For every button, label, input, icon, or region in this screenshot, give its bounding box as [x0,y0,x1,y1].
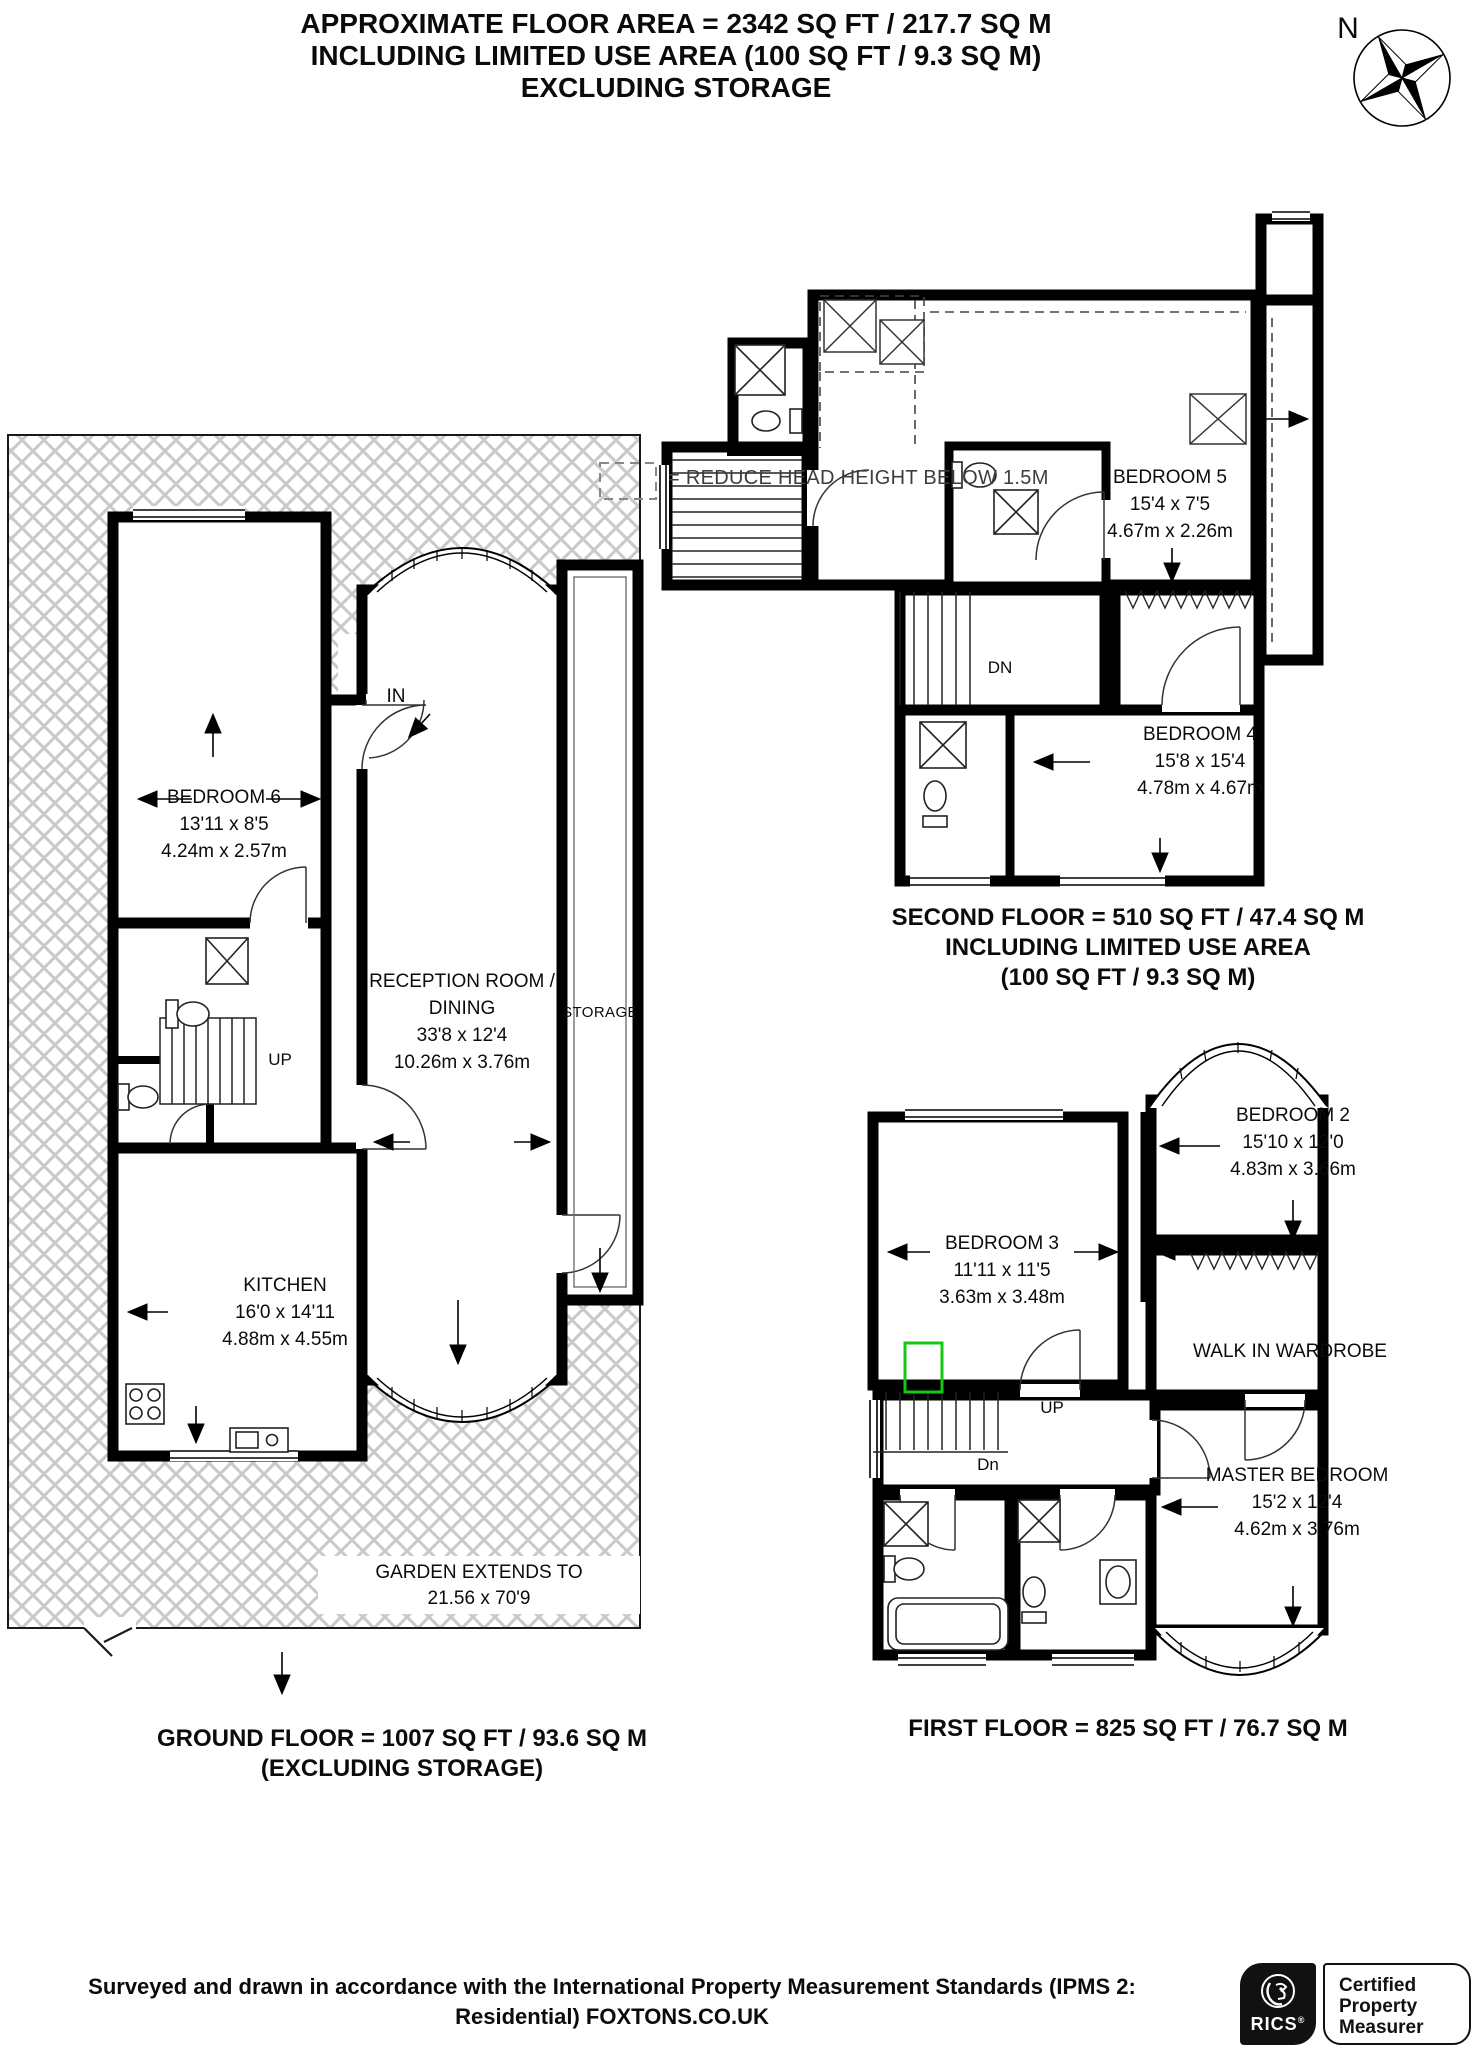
master-bay [1155,1628,1324,1675]
footer-line2: Residential) FOXTONS.CO.UK [455,2004,769,2029]
toilet-icon [884,1556,924,1582]
badge-line3: Measurer [1339,2017,1424,2038]
basin-icon [1100,1560,1136,1604]
room-name: BEDROOM 5 [1112,467,1228,488]
room-label-bedroom2 [1230,1102,1356,1183]
landing-1f [878,1395,1155,1490]
certified-property-measurer-badge [1323,1963,1471,2045]
room-size-metric: 4.83m x 3.66m [1230,1159,1356,1180]
room-label-reception [369,968,555,1076]
first-floor-caption: FIRST FLOOR = 825 SQ FT / 76.7 SQ M [908,1715,1348,1742]
room-name: KITCHEN [243,1275,327,1296]
caption-line1: GROUND FLOOR = 1007 SQ FT / 93.6 SQ M [156,1725,648,1752]
toilet-icon [166,1000,209,1028]
room-size-imperial: 16'0 x 14'11 [235,1302,335,1323]
room-name: RECEPTION ROOM / [369,971,555,992]
room-size-metric: 4.88m x 4.55m [222,1329,348,1350]
page-title [300,8,1051,104]
room-size-imperial: 15'4 x 7'5 [1129,494,1211,515]
room-size-imperial: 15'2 x 12'4 [1251,1492,1343,1513]
caption-line3: (100 SQ FT / 9.3 SQ M) [1000,964,1256,991]
room-label-storage: STORAGE [562,1004,638,1021]
stairs-up-label: UP [268,1050,292,1069]
footer-text [88,1972,1136,2032]
room-label-bedroom5 [1107,464,1233,545]
north-label: N [1337,12,1359,45]
caption-line1: SECOND FLOOR = 510 SQ FT / 47.4 SQ M [891,904,1365,931]
badge-line1: Certified [1339,1975,1417,1996]
title-line2: INCLUDING LIMITED USE AREA (100 SQ FT / 9.3 SQ M) [310,40,1042,71]
ground-floor-caption [157,1724,647,1784]
room-size-imperial: 15'10 x 12'0 [1242,1132,1344,1153]
room-label-bedroom6 [161,784,287,865]
rics-reg-mark: ® [1297,2015,1306,2025]
legend-text: = REDUCE HEAD HEIGHT BELOW 1.5M [668,467,1049,489]
bathtub-icon [888,1598,1008,1650]
entrance-label: IN [386,686,406,707]
sink-icon [206,938,248,984]
room-size-imperial: 33'8 x 12'4 [416,1025,508,1046]
title-line1: APPROXIMATE FLOOR AREA = 2342 SQ FT / 217.7 SQ M [300,8,1052,39]
stairs-down-label: Dn [977,1455,999,1474]
room-size-metric: 10.26m x 3.76m [393,1052,531,1073]
kitchen-sink-icon [230,1428,288,1452]
shower-icon [1018,1500,1060,1542]
toilet-icon [1022,1577,1046,1623]
stove-icon [126,1384,164,1424]
stairs-up-label: UP [1040,1398,1064,1417]
room-size-metric: 4.24m x 2.57m [161,841,287,862]
room-label-master [1206,1462,1389,1543]
badge-line2: Property [1339,1996,1418,2017]
room-wardrobe [1151,1250,1323,1395]
stairs-down-label: DN [987,658,1013,677]
room-name: BEDROOM 6 [166,787,282,808]
room-name: BEDROOM 4 [1142,724,1258,745]
caption-line2: (EXCLUDING STORAGE) [260,1755,544,1782]
bedroom2-bay [1150,1042,1328,1108]
room-label-wardrobe: WALK IN WARDROBE [1193,1341,1387,1362]
room-size-imperial: 13'11 x 8'5 [179,814,269,835]
shower-icon [884,1502,928,1546]
garden-line2: 21.56 x 70'9 [427,1588,531,1609]
boundary-break-icon [84,1617,136,1673]
room-name: BEDROOM 2 [1235,1105,1351,1126]
shower-icon [735,345,785,395]
room-size-metric: 3.63m x 3.48m [939,1287,1065,1308]
room-size-imperial: 15'8 x 15'4 [1154,751,1246,772]
title-line3: EXCLUDING STORAGE [520,72,832,103]
room-size-metric: 4.78m x 4.67m [1137,778,1263,799]
caption-line2: INCLUDING LIMITED USE AREA [945,934,1311,961]
rics-wordmark [1251,2014,1306,2035]
room-name: BEDROOM 3 [944,1233,1060,1254]
rics-badge [1240,1963,1316,2045]
room-size-metric: 4.67m x 2.26m [1107,521,1233,542]
room-label-kitchen [222,1272,348,1353]
room-name: DINING [428,998,496,1019]
garden-label [375,1560,582,1612]
rics-lion-icon [1240,1963,1316,2013]
landing-2f [900,590,1105,710]
footer-line1: Surveyed and drawn in accordance with the International Property Measurement Standards (IPMS 2: [88,1974,1136,1999]
room-label-bedroom3 [939,1230,1065,1311]
room-size-imperial: 11'11 x 11'5 [953,1260,1051,1281]
stairs-ground-up [160,1018,256,1104]
shower-icon [994,490,1038,534]
shower-icon [920,722,966,768]
room-label-bedroom4 [1137,721,1263,802]
toilet-icon [118,1084,158,1110]
rics-name: RICS [1250,2014,1298,2034]
garden-line1: GARDEN EXTENDS TO [375,1562,583,1583]
second-floor-caption [892,903,1365,993]
room-name: MASTER BEDROOM [1205,1465,1389,1486]
room-size-metric: 4.62m x 3.76m [1234,1519,1360,1540]
toilet-icon [923,781,947,827]
